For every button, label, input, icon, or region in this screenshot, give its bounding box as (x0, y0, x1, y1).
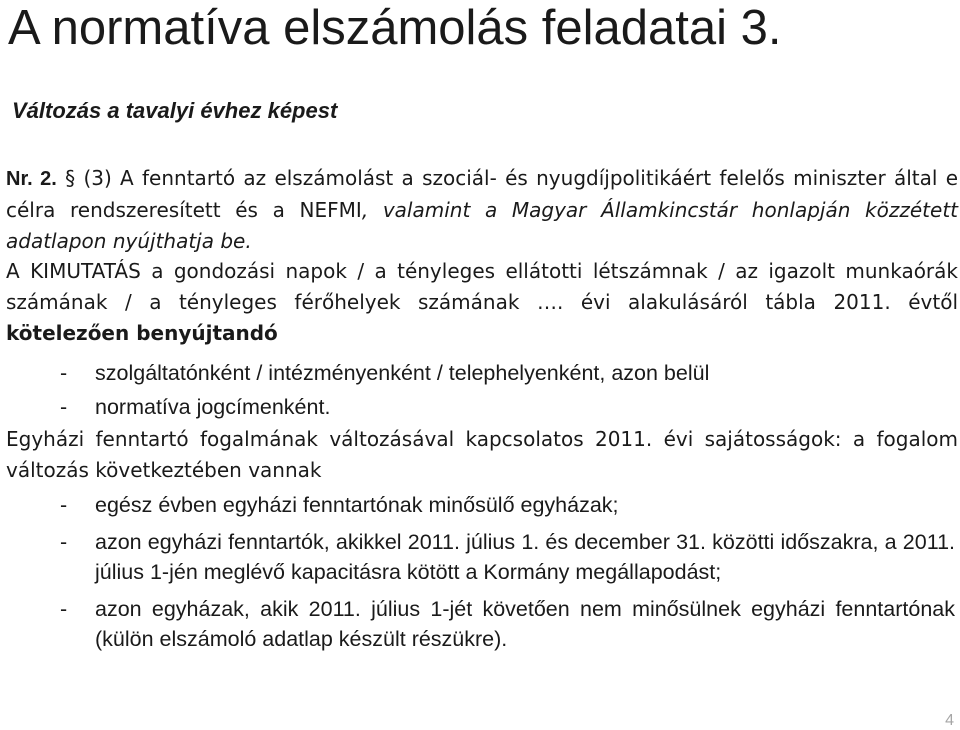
paragraph-regulation (6, 163, 958, 257)
list-item-text: szolgáltatónként / intézményenként / telephelyenként, azon belül (95, 361, 710, 385)
bullet-dash: - (60, 493, 68, 517)
bullet-dash: - (60, 530, 68, 554)
list-item-text: azon egyházak, akik 2011. július 1-jét követően nem minősülnek egyházi fenntartónak (külön elszámoló adatlap készült részükre). (95, 597, 955, 651)
list-item (60, 356, 950, 390)
paragraph-kimutatas (6, 256, 958, 349)
bullet-dash: - (60, 361, 68, 385)
bullet-dash: - (60, 395, 68, 419)
submission-bullet-list (60, 356, 950, 424)
slide-title: A normatíva elszámolás feladatai 3. (8, 1, 782, 55)
list-item-text: egész évben egyházi fenntartónak minősülő egyházak; (95, 493, 619, 517)
section-sign: § (56, 166, 84, 190)
paragraph-church-maintainer: Egyházi fenntartó fogalmának változásával kapcsolatos 2011. évi sajátosságok: a fogalom változás következtében vannak (6, 427, 958, 482)
list-item (60, 490, 955, 520)
bullet-dash: - (60, 597, 68, 621)
kimutatas-bold-text: kötelezően benyújtandó (6, 321, 278, 345)
regulation-number: Nr. 2. (6, 168, 57, 190)
page-number: 4 (945, 712, 954, 729)
list-item (60, 594, 955, 654)
church-maintainer-bullet-list (60, 490, 955, 661)
list-item-text: normatíva jogcímenként. (95, 395, 331, 419)
list-item (60, 390, 950, 424)
slide-subtitle: Változás a tavalyi évhez képest (12, 98, 338, 123)
list-item-text: azon egyházi fenntartók, akikkel 2011. július 1. és december 31. közötti időszakra, a 2011. július 1-jén meglévő kapacitásra kötött a Kormány megállapodást; (95, 530, 955, 584)
kimutatas-text: A KIMUTATÁS a gondozási napok / a tényleges ellátotti létszámnak / az igazolt munkaórák számának / a tényleges férőhelyek számának …. évi alakulásáról tábla 2011. évtől (6, 259, 958, 314)
regulation-text: (3) A fenntartó az elszámolást a szociál- és nyugdíjpolitikáért felelős miniszter által e célra rendszeresített és a NEFMI (6, 166, 959, 222)
regulation-text-italic: , valamint a Magyar Államkincstár honlapján közzétett adatlapon nyújthatja be. (6, 198, 959, 253)
list-item (60, 527, 955, 587)
